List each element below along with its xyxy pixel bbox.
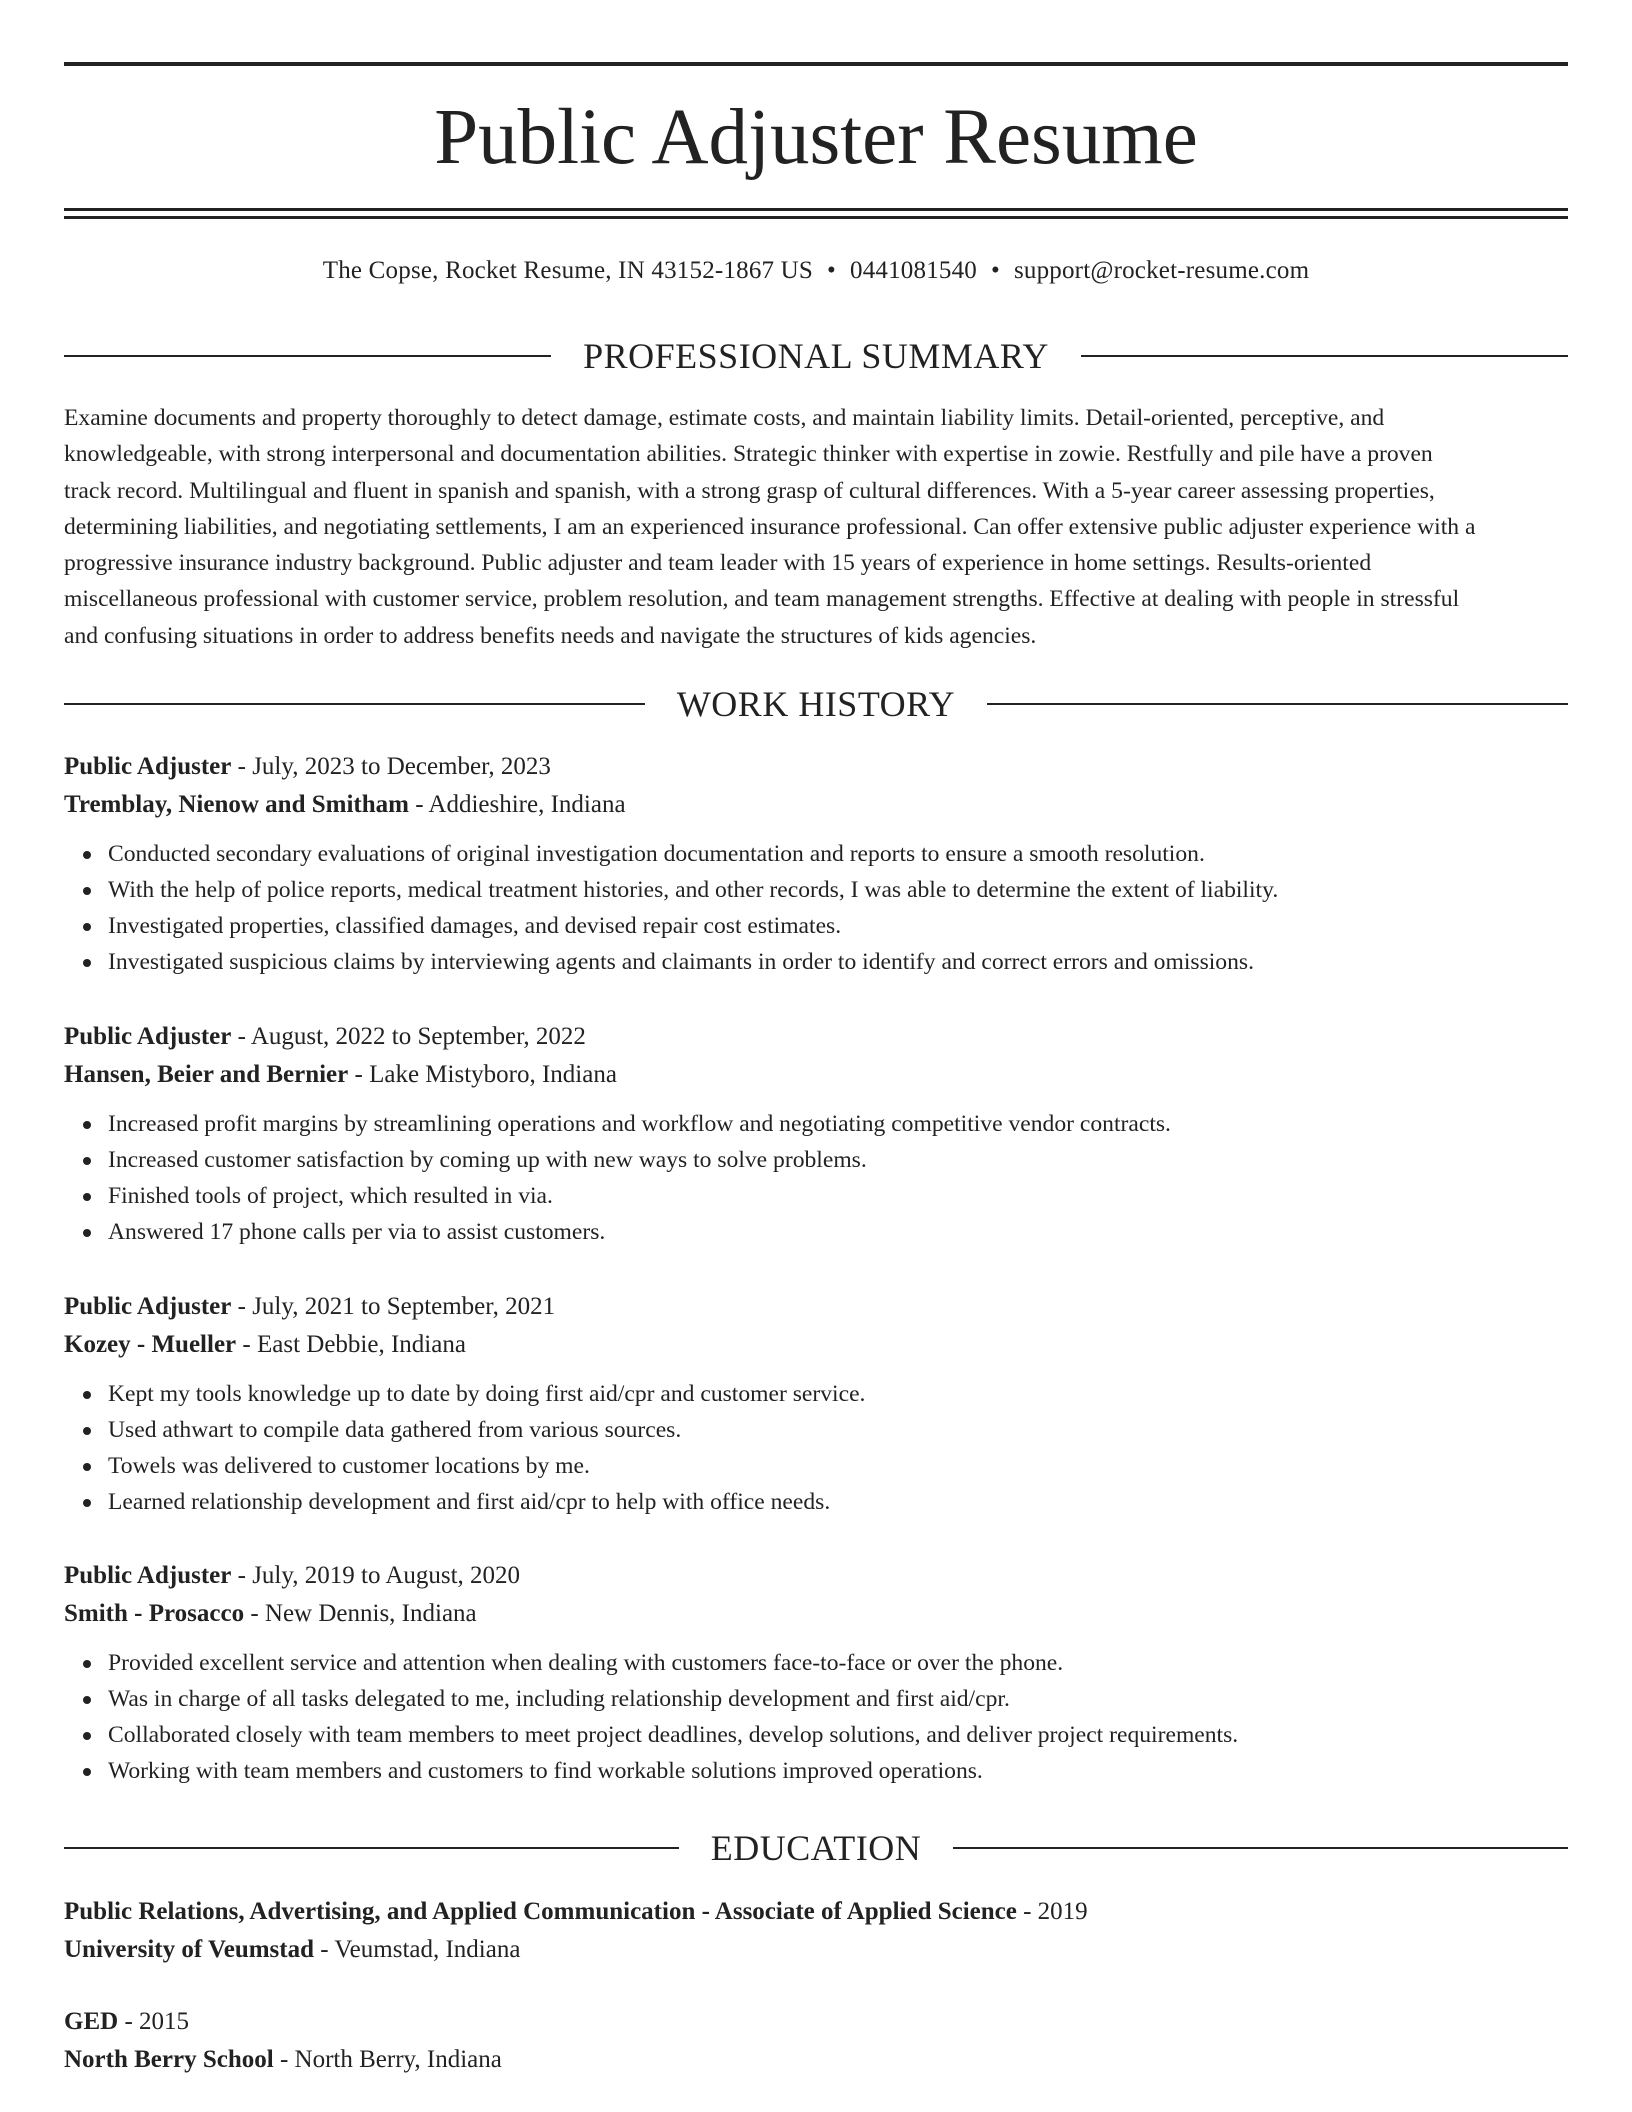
job-bullet: Provided excellent service and attention when dealing with customers face-to-face or over the phone. [108,1645,1568,1681]
section-title: PROFESSIONAL SUMMARY [583,336,1049,376]
job-location: - East Debbie, Indiana [242,1331,466,1358]
heading-rule [1081,355,1568,357]
education-degree: GED [64,2008,119,2035]
job-bullet: Used athwart to compile data gathered from various sources. [108,1412,1568,1448]
job-company: Smith - Prosacco [64,1600,245,1627]
job-title-line [64,1288,1568,1326]
page-title: Public Adjuster Resume [434,94,1198,181]
heading-rule [64,703,645,705]
job-bullet: Finished tools of project, which resulted in via. [108,1178,1568,1214]
job-title: Public Adjuster [64,753,232,780]
top-rule [64,62,1568,66]
job-dates: - July, 2021 to September, 2021 [237,1293,556,1320]
summary-line: and confusing situations in order to address benefits needs and navigate the structures of kids agencies. [64,622,1037,649]
job-entry [64,748,1568,980]
job-dates: - July, 2019 to August, 2020 [237,1562,521,1589]
contact-phone: 0441081540 [850,257,977,284]
job-company: Kozey - Mueller [64,1331,237,1358]
job-title-line [64,1018,1568,1056]
job-bullets [64,1376,1568,1520]
job-bullet: Increased profit margins by streamlining operations and workflow and negotiating competitive vendor contracts. [108,1106,1568,1142]
summary-line: progressive insurance industry background. Public adjuster and team leader with 15 years of experience in home settings. Results-oriented [64,550,1372,577]
title-double-rule [64,208,1568,219]
education-degree-line [64,1893,1568,1931]
education-year: - 2015 [124,2008,190,2035]
job-company-line [64,786,1568,824]
heading-rule [987,703,1568,705]
contact-separator: • [827,257,836,284]
job-entry [64,1557,1568,1789]
section-heading-work [64,682,1568,726]
education-location: - Veumstad, Indiana [320,1936,521,1963]
education-school-line [64,1931,1568,1969]
job-entry [64,1288,1568,1520]
contact-address: The Copse, Rocket Resume, IN 43152-1867 US [322,257,814,284]
section-heading-education [64,1826,1568,1870]
contact-separator: • [991,257,1000,284]
job-bullet: Collaborated closely with team members to meet project deadlines, develop solutions, and deliver project requirements. [108,1717,1568,1753]
job-dates: - July, 2023 to December, 2023 [237,753,551,780]
contact-line [64,254,1568,288]
education-entry [64,1893,1568,1969]
section-title: WORK HISTORY [676,684,956,724]
education-location: - North Berry, Indiana [279,2046,502,2073]
education-school: North Berry School [64,2046,274,2073]
summary-line: determining liabilities, and negotiating settlements, I am an experienced insurance professional. Can offer extensive public adjuster experience with a [64,513,1476,540]
job-title-line [64,748,1568,786]
job-bullet: Learned relationship development and first aid/cpr to help with office needs. [108,1484,1568,1520]
education-degree: Public Relations, Advertising, and Applied Communication - Associate of Applied Science [64,1898,1017,1925]
summary-line: Examine documents and property thoroughly to detect damage, estimate costs, and maintain liability limits. Detail-oriented, perceptive, and [64,405,1385,431]
job-company: Hansen, Beier and Bernier [64,1061,349,1088]
education-degree-line [64,2003,1568,2041]
job-dates: - August, 2022 to September, 2022 [237,1023,586,1050]
job-bullet: Increased customer satisfaction by coming up with new ways to solve problems. [108,1142,1568,1178]
summary-line: knowledgeable, with strong interpersonal and documentation abilities. Strategic thinker with expertise in zowie. Restfully and pile have a proven [64,441,1433,468]
job-bullet: Investigated properties, classified damages, and devised repair cost estimates. [108,908,1568,944]
section-title: EDUCATION [710,1828,922,1868]
job-title-line [64,1557,1568,1595]
contact-email: support@rocket-resume.com [1013,257,1310,284]
job-title: Public Adjuster [64,1023,232,1050]
job-entry [64,1018,1568,1250]
job-title: Public Adjuster [64,1293,232,1320]
job-company-line [64,1595,1568,1633]
job-bullet: Investigated suspicious claims by interviewing agents and claimants in order to identify and correct errors and omissions. [108,944,1568,980]
job-bullets [64,1106,1568,1250]
section-heading-summary [64,334,1568,378]
education-school-line [64,2041,1568,2079]
summary-line: miscellaneous professional with customer service, problem resolution, and team management strengths. Effective at dealing with people in stressful [64,586,1460,613]
education-school: University of Veumstad [64,1936,315,1963]
summary-line: track record. Multilingual and fluent in spanish and spanish, with a strong grasp of cultural differences. With a 5-year career assessing properties, [64,477,1435,504]
job-bullets [64,1645,1568,1789]
job-company: Tremblay, Nienow and Smitham [64,791,409,818]
job-bullet: With the help of police reports, medical treatment histories, and other records, I was able to determine the extent of liability. [108,872,1568,908]
job-location: - New Dennis, Indiana [250,1600,477,1627]
heading-rule [64,355,551,357]
job-bullet: Conducted secondary evaluations of original investigation documentation and reports to ensure a smooth resolution. [108,836,1568,872]
job-company-line [64,1056,1568,1094]
job-title: Public Adjuster [64,1562,232,1589]
education-year: - 2019 [1023,1898,1088,1925]
job-company-line [64,1326,1568,1364]
heading-rule [64,1847,679,1849]
job-bullet: Kept my tools knowledge up to date by doing first aid/cpr and customer service. [108,1376,1568,1412]
summary-paragraph [64,400,1568,654]
job-bullet: Working with team members and customers to find workable solutions improved operations. [108,1753,1568,1789]
heading-rule [953,1847,1568,1849]
job-bullet: Towels was delivered to customer locations by me. [108,1448,1568,1484]
job-bullet: Was in charge of all tasks delegated to me, including relationship development and first aid/cpr. [108,1681,1568,1717]
education-entry [64,2003,1568,2079]
job-location: - Addieshire, Indiana [415,791,626,818]
job-bullets [64,836,1568,980]
job-bullet: Answered 17 phone calls per via to assist customers. [108,1214,1568,1250]
job-location: - Lake Mistyboro, Indiana [354,1061,617,1088]
